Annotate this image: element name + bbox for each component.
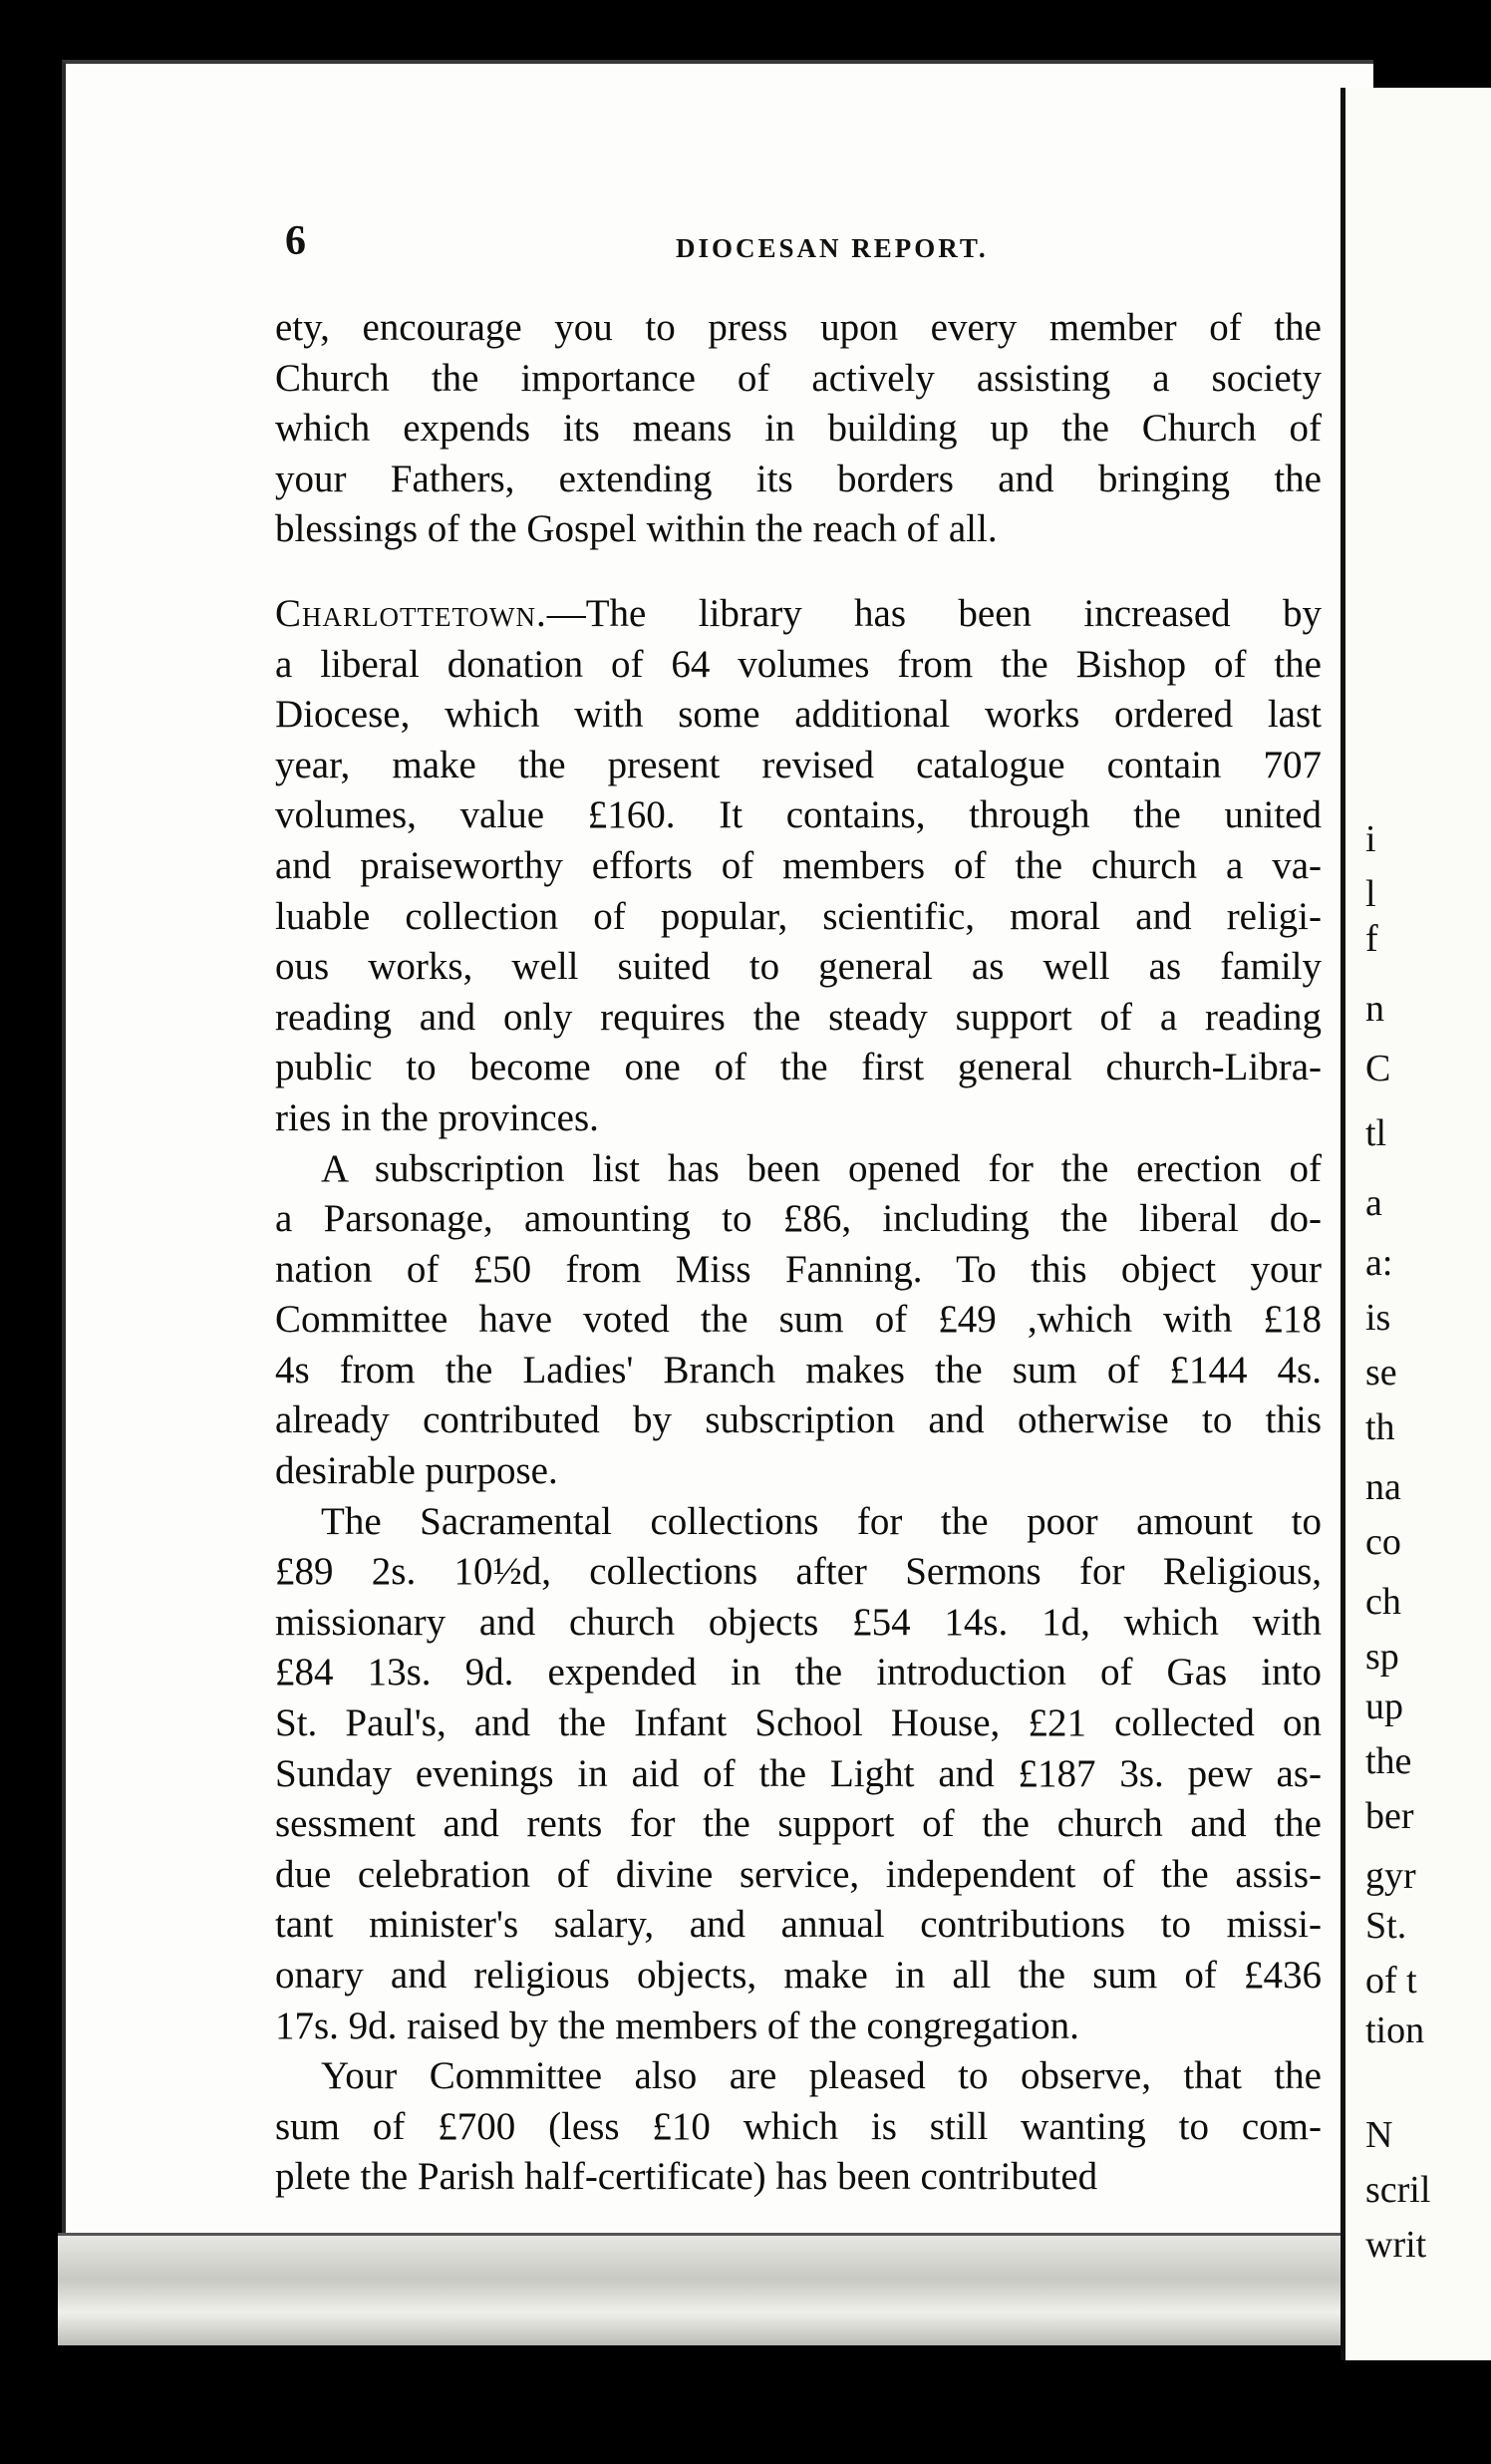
facing-page-fragment: tion <box>1365 2009 1425 2051</box>
text-line: sum of £700 (less £10 which is still wanting to com- <box>275 2104 1322 2148</box>
text-line: ety, encourage you to press upon every member of the <box>275 306 1322 349</box>
text-line: a liberal donation of 64 volumes from the Bishop of the <box>275 642 1322 686</box>
facing-page-fragment: scril <box>1365 2169 1431 2211</box>
page-number: 6 <box>285 218 306 264</box>
text-line: desirable purpose. <box>275 1449 558 1493</box>
text-line: sessment and rents for the support of the church and the <box>275 1802 1322 1846</box>
text-line: St. Paul's, and the Infant School House, £21 collected on <box>275 1701 1322 1745</box>
text-line: luable collection of popular, scientific, moral and religi- <box>275 894 1322 938</box>
text-line-rest: —The library has been increased by <box>546 591 1322 635</box>
text-line: 17s. 9d. raised by the members of the congregation. <box>275 2003 1079 2047</box>
facing-page-fragment: a: <box>1365 1242 1393 1284</box>
paragraph <box>275 1144 1322 1497</box>
text-line: reading and only requires the steady support of a reading <box>275 995 1322 1039</box>
paragraph <box>275 1497 1322 2052</box>
facing-page-fragment: St. <box>1365 1905 1407 1947</box>
text-line: Your Committee also are pleased to observe, that the <box>321 2054 1322 2098</box>
facing-page <box>1341 88 1491 2360</box>
facing-page-fragment: of t <box>1365 1960 1417 2002</box>
text-line: due celebration of divine service, independent of the assis- <box>275 1852 1322 1896</box>
text-line: year, make the present revised catalogue contain 707 <box>275 743 1322 786</box>
facing-page-fragment: up <box>1365 1686 1403 1727</box>
text-line: plete the Parish half-certificate) has been contributed <box>275 2155 1098 2199</box>
paragraph-charlottetown <box>275 589 1322 1144</box>
text-line: blessings of the Gospel within the reach of all. <box>275 507 998 551</box>
facing-page-fragment: th <box>1365 1406 1395 1448</box>
facing-page-fragment: co <box>1365 1521 1401 1563</box>
facing-page-fragment: is <box>1365 1297 1391 1339</box>
text-line: £89 2s. 10½d, collections after Sermons for Religious, <box>275 1550 1322 1594</box>
text-line: already contributed by subscription and otherwise to this <box>275 1398 1322 1442</box>
text-line: ries in the provinces. <box>275 1095 599 1139</box>
text-line: missionary and church objects £54 14s. 1d, which with <box>275 1600 1322 1644</box>
facing-page-fragment: n <box>1365 988 1384 1030</box>
text-line: A subscription list has been opened for the erection of <box>321 1146 1322 1190</box>
text-line: a Parsonage, amounting to £86, including the liberal do- <box>275 1197 1322 1241</box>
facing-page-fragment: gyr <box>1365 1855 1416 1897</box>
place-heading: Charlottetown. <box>275 591 547 635</box>
text-line: public to become one of the first general church-Libra- <box>275 1046 1322 1089</box>
text-line: Church the importance of actively assisting a society <box>275 356 1322 400</box>
page-header <box>285 217 1322 277</box>
paragraph <box>275 303 1322 555</box>
text-line: volumes, value £160. It contains, through the united <box>275 793 1322 837</box>
facing-page-fragment: f <box>1365 918 1378 960</box>
page-body <box>275 303 1322 2203</box>
facing-page-fragment: tl <box>1365 1112 1387 1154</box>
text-line: which expends its means in building up the Church of <box>275 407 1322 451</box>
text-line: nation of £50 from Miss Fanning. To this object your <box>275 1247 1322 1291</box>
running-title: DIOCESAN REPORT. <box>676 233 989 263</box>
facing-page-fragment: the <box>1365 1740 1412 1782</box>
paragraph <box>275 2051 1322 2203</box>
text-line: 4s from the Ladies' Branch makes the sum of £144 4s. <box>275 1348 1322 1391</box>
text-line: Committee have voted the sum of £49 ,which with £18 <box>275 1298 1322 1342</box>
text-line: and praiseworthy efforts of members of the church a va- <box>275 843 1322 887</box>
text-line: your Fathers, extending its borders and bringing the <box>275 457 1322 500</box>
facing-page-fragment: a <box>1365 1182 1382 1224</box>
facing-page-fragment: i <box>1365 818 1376 860</box>
text-line: tant minister's salary, and annual contributions to missi- <box>275 1903 1322 1947</box>
text-line: ous works, well suited to general as well as family <box>275 945 1322 989</box>
facing-page-fragment: ber <box>1365 1795 1414 1837</box>
page-bottom-edge <box>58 2233 1353 2345</box>
facing-page-fragment: N <box>1365 2114 1393 2156</box>
text-line: The Sacramental collections for the poor amount to <box>321 1499 1322 1543</box>
text-line: Sunday evenings in aid of the Light and £187 3s. pew as- <box>275 1751 1322 1795</box>
facing-page-fragment: na <box>1365 1466 1401 1508</box>
text-line: onary and religious objects, make in all the sum of £436 <box>275 1954 1322 1997</box>
facing-page-fragment: ch <box>1365 1581 1401 1623</box>
facing-page-fragment: sp <box>1365 1636 1399 1678</box>
facing-page-fragment: writ <box>1365 2224 1427 2266</box>
facing-page-fragment: l <box>1365 873 1376 915</box>
facing-page-fragment: se <box>1365 1352 1397 1393</box>
text-line: £84 13s. 9d. expended in the introduction of Gas into <box>275 1651 1322 1694</box>
text-line <box>275 589 1322 640</box>
facing-page-fragment: C <box>1365 1048 1391 1089</box>
text-line: Diocese, which with some additional works ordered last <box>275 693 1322 737</box>
